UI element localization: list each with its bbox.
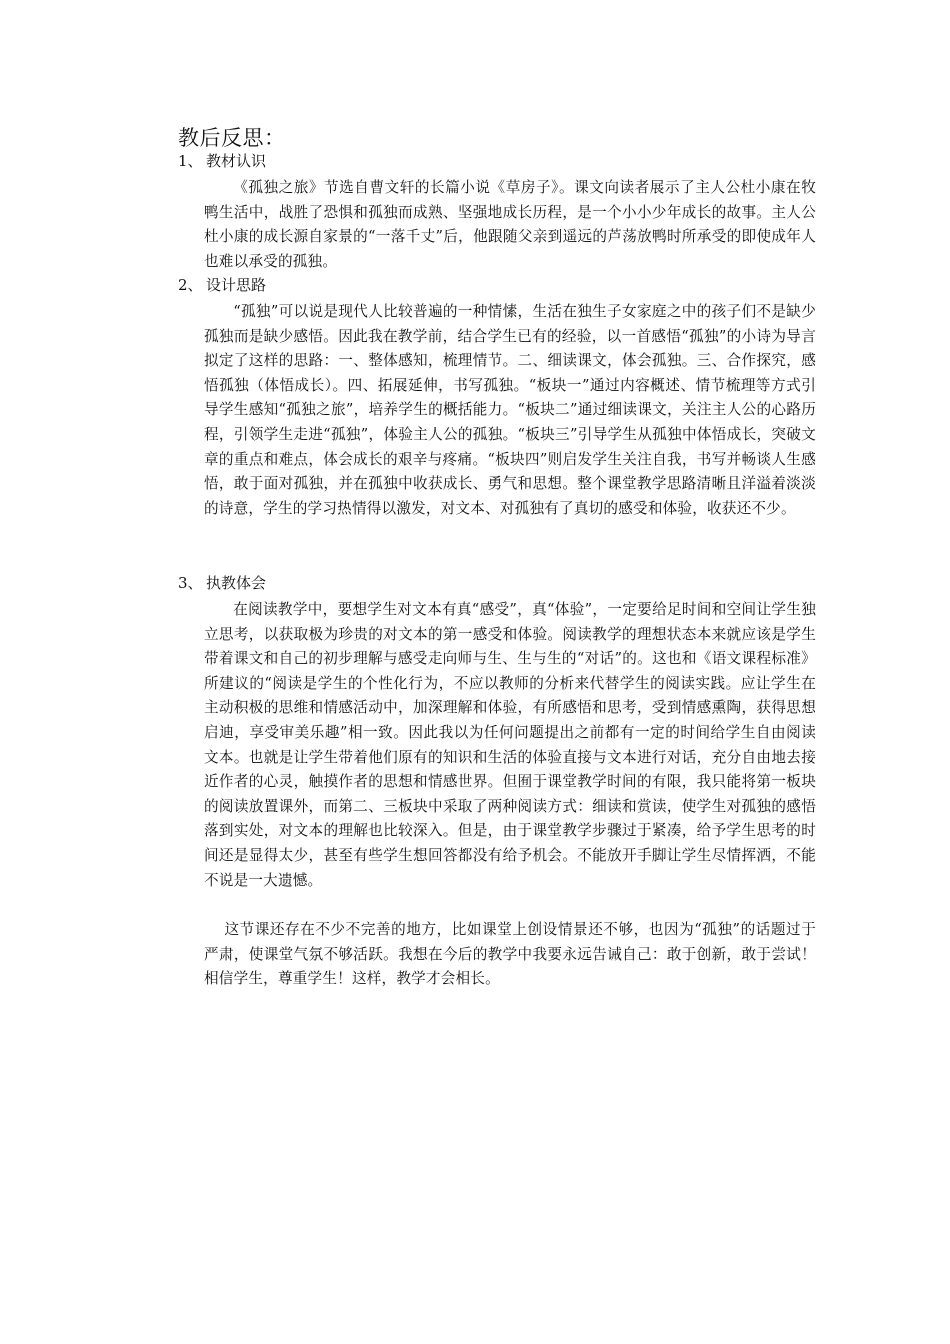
- section-heading-3: [178, 572, 266, 594]
- section-paragraph-1: 《孤独之旅》节选自曹文轩的长篇小说《草房子》。课文向读者展示了主人公杜小康在牧鸭生活中，战胜了恐惧和孤独而成熟、坚强地成长历程，是一个小小少年成长的故事。主人公杜小康的成长源自家景的“一落千丈”后，他跟随父亲到遥远的芦荡放鸭时所承受的即使成年人也难以承受的孤独。: [204, 179, 816, 270]
- section-heading-1: [178, 150, 266, 172]
- section-title: 设计思路: [206, 276, 267, 294]
- section-number: 2、: [178, 276, 203, 294]
- closing-paragraph: 这节课还存在不少不完善的地方，比如课堂上创设情景还不够，也因为“孤独”的话题过于严肃，使课堂气氛不够活跃。我想在今后的教学中我要永远告诫自己：敢于创新，敢于尝试！相信学生，尊重学生！这样，教学才会相长。: [204, 921, 816, 988]
- section-title: 执教体会: [206, 574, 267, 592]
- document-title: 教后反思：: [178, 126, 286, 150]
- section-paragraph-2: “孤独”可以说是现代人比较普遍的一种情愫，生活在独生子女家庭之中的孩子们不是缺少孤独而是缺少感悟。因此我在教学前，结合学生已有的经验，以一首感悟“孤独”的小诗为导言拟定了这样的思路：一、整体感知，梳理情节。二、细读课文，体会孤独。三、合作探究，感悟孤独（体悟成长）。四、拓展延伸，书写孤独。“板块一”通过内容概述、情节梳理等方式引导学生感知“孤独之旅”，培养学生的概括能力。“板块二”通过细读课文，关注主人公的心路历程，引领学生走进“孤独”，体验主人公的孤独。“板块三”引导学生从孤独中体悟成长，突破文章的重点和难点，体会成长的艰辛与疼痛。“板块四”则启发学生关注自我，书写并畅谈人生感悟，敢于面对孤独，并在孤独中收获成长、勇气和思想。整个课堂教学思路清晰且洋溢着淡淡的诗意，学生的学习热情得以激发，对文本、对孤独有了真切的感受和体验，收获还不少。: [204, 303, 816, 517]
- section-paragraph-3: 在阅读教学中，要想学生对文本有真“感受”，真“体验”，一定要给足时间和空间让学生独立思考，以获取极为珍贵的对文本的第一感受和体验。阅读教学的理想状态本来就应该是学生带着课文和自己的初步理解与感受走向师与生、生与生的“对话”的。这也和《语文课程标准》所建议的“阅读是学生的个性化行为，不应以教师的分析来代替学生的阅读实践。应让学生在主动积极的思维和情感活动中，加深理解和体验，有所感悟和思考，受到情感熏陶，获得思想启迪，享受审美乐趣”相一致。因此我以为任何问题提出之前都有一定的时间给学生自由阅读文本。也就是让学生带着他们原有的知识和生活的体验直接与文本进行对话，充分自由地去接近作者的心灵，触摸作者的思想和情感世界。但囿于课堂教学时间的有限，我只能将第一板块的阅读放置课外，而第二、三板块中采取了两种阅读方式：细读和赏读，使学生对孤独的感悟落到实处，对文本的理解也比较深入。但是，由于课堂教学步骤过于紧凑，给予学生思考的时间还是显得太少，甚至有些学生想回答都没有给予机会。不能放开手脚让学生尽情挥洒，不能不说是一大遗憾。: [204, 601, 816, 889]
- section-number: 3、: [178, 574, 203, 592]
- section-title: 教材认识: [206, 152, 267, 170]
- section-heading-2: [178, 274, 266, 296]
- section-number: 1、: [178, 152, 203, 170]
